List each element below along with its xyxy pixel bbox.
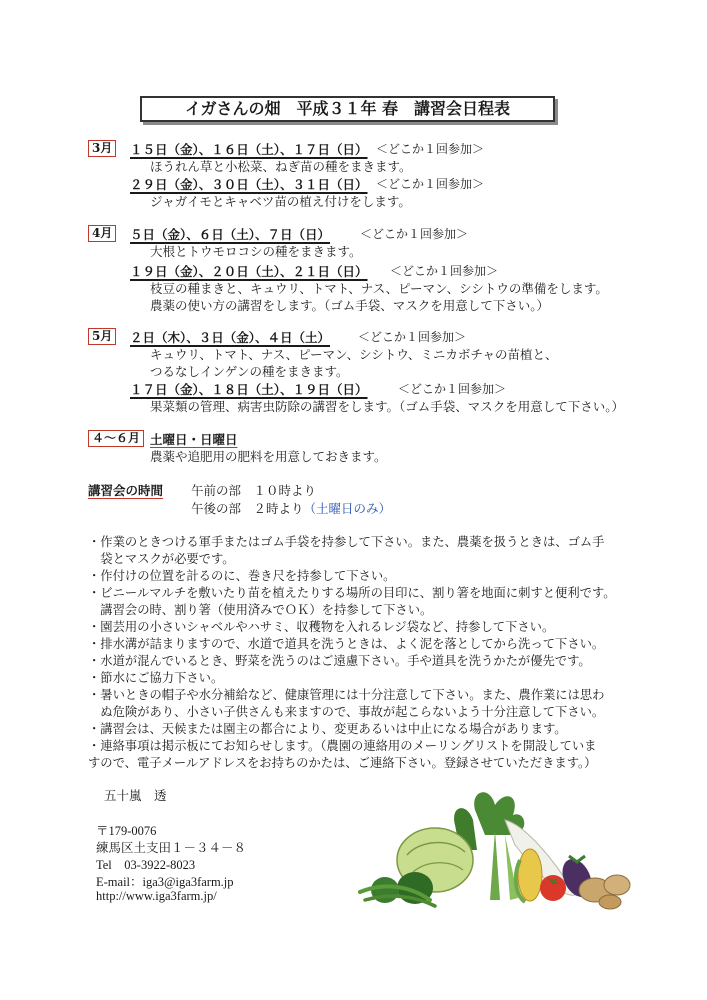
website-link[interactable]: http://www.iga3farm.jp/ [96, 889, 217, 903]
march-desc-1: ほうれん草と小松菜、ねぎ苗の種をまきます。 [150, 159, 412, 174]
note-line-12: ・講習会は、天候または園主の都合により、変更あるいは中止になる場合があります。 [88, 722, 567, 736]
note-line-9: ・節水にご協力下さい。 [88, 671, 224, 685]
note-line-13: ・連絡事項は掲示板にてお知らせします。（農園の連絡用のメーリングリストを開設していま [88, 739, 597, 753]
may-desc-1b: つるなしインゲンの種をまきます。 [150, 364, 349, 379]
note-line-3: ・作付けの位置を計るのに、巻き尺を持参して下さい。 [88, 569, 396, 583]
note-line-4: ・ビニールマルチを敷いたり苗を植えたりする場所の目印に、割り箸を地面に刺すと便利です。 [88, 586, 616, 600]
afternoon-session [191, 499, 391, 517]
telephone: Tel 03-3922-8023 [96, 858, 196, 872]
april-date-2: １９日（金）、２０日（土）、２１日（日） [130, 264, 368, 279]
march-note-1: ＜どこか１回参加＞ [376, 142, 485, 156]
may-date-2: １７日（金）、１８日（土）、１９日（日） [130, 382, 368, 397]
note-line-2: 袋とマスクが必要です。 [88, 552, 235, 566]
march-tag: 3月 [88, 140, 116, 157]
vegetables-illustration [355, 790, 635, 910]
april-desc-1: 大根とトウモロコシの種をまきます。 [150, 244, 362, 259]
page-title: イガさんの畑 平成３１年 春 講習会日程表 [140, 96, 555, 122]
weekend-desc: 農薬や追肥用の肥料を用意しておきます。 [150, 449, 387, 464]
note-line-11: ぬ危険があり、小さい子供さんも来ますので、事故が起こらないよう十分注意して下さい。 [88, 705, 605, 719]
session-times-tag: 講習会の時間 [88, 483, 164, 498]
may-desc-2: 果菜類の管理、病害虫防除の講習をします。（ゴム手袋、マスクを用意して下さい。） [150, 399, 625, 414]
april-date-1: ５日（金）、６日（土）、７日（日） [130, 227, 331, 242]
postal-code: 〒179-0076 [96, 824, 157, 838]
march-desc-2: ジャガイモとキャベツ苗の植え付けをします。 [150, 194, 411, 209]
note-line-14: すので、電子メールアドレスをお持ちのかたは、ご連絡下さい。登録させていただきます。） [88, 756, 597, 770]
april-desc-2b: 農薬の使い方の講習をします。（ゴム手袋、マスクを用意して下さい。） [150, 298, 550, 313]
may-tag: 5月 [88, 328, 116, 345]
may-note-2: ＜どこか１回参加＞ [398, 382, 507, 396]
march-date-1: １５日（金）、１６日（土）、１７日（日） [130, 142, 368, 157]
afternoon-time: 午後の部 ２時より [191, 501, 304, 516]
april-note-2: ＜どこか１回参加＞ [390, 264, 499, 278]
may-date-1: ２日（木）、３日（金）、４日（土） [130, 330, 331, 345]
note-line-10: ・暑いときの帽子や水分補給など、健康管理には十分注意して下さい。また、農作業には思わ [88, 688, 605, 702]
note-line-5: 講習会の時、割り箸（使用済みでＯＫ）を持参して下さい。 [88, 603, 433, 617]
note-line-6: ・園芸用の小さいシャベルやハサミ、収穫物を入れるレジ袋など、持参して下さい。 [88, 620, 555, 634]
address: 練馬区土支田１－３４－８ [96, 841, 247, 855]
morning-session: 午前の部 １０時より [191, 483, 317, 498]
april-tag: 4月 [88, 225, 116, 242]
apr-jun-tag: ４～６月 [88, 430, 144, 447]
april-desc-2a: 枝豆の種まきと、キュウリ、トマト、ナス、ピーマン、シシトウの準備をします。 [150, 281, 608, 296]
april-note-1: ＜どこか１回参加＞ [360, 227, 469, 241]
may-note-1: ＜どこか１回参加＞ [358, 330, 467, 344]
may-desc-1a: キュウリ、トマト、ナス、ピーマン、シシトウ、ミニカボチャの苗植と、 [150, 347, 558, 362]
organizer-name: 五十嵐 透 [104, 788, 167, 803]
march-note-2: ＜どこか１回参加＞ [376, 177, 485, 191]
email[interactable]: E-mail：iga3@iga3farm.jp [96, 875, 234, 889]
march-date-2: ２９日（金）、３０日（土）、３１日（日） [130, 177, 368, 192]
note-line-8: ・水道が混んでいるとき、野菜を洗うのはご遠慮下さい。手や道具を洗うかたが優先です。 [88, 654, 591, 668]
note-line-7: ・排水溝が詰まりますので、水道で道具を洗うときは、よく泥を落としてから洗って下さい。 [88, 637, 605, 651]
weekend-heading: 土曜日・日曜日 [150, 432, 238, 447]
note-line-1: ・作業のときつける軍手またはゴム手袋を持参して下さい。また、農薬を扱うときは、ゴム手 [88, 535, 605, 549]
saturday-only-note: （土曜日のみ） [303, 501, 392, 516]
